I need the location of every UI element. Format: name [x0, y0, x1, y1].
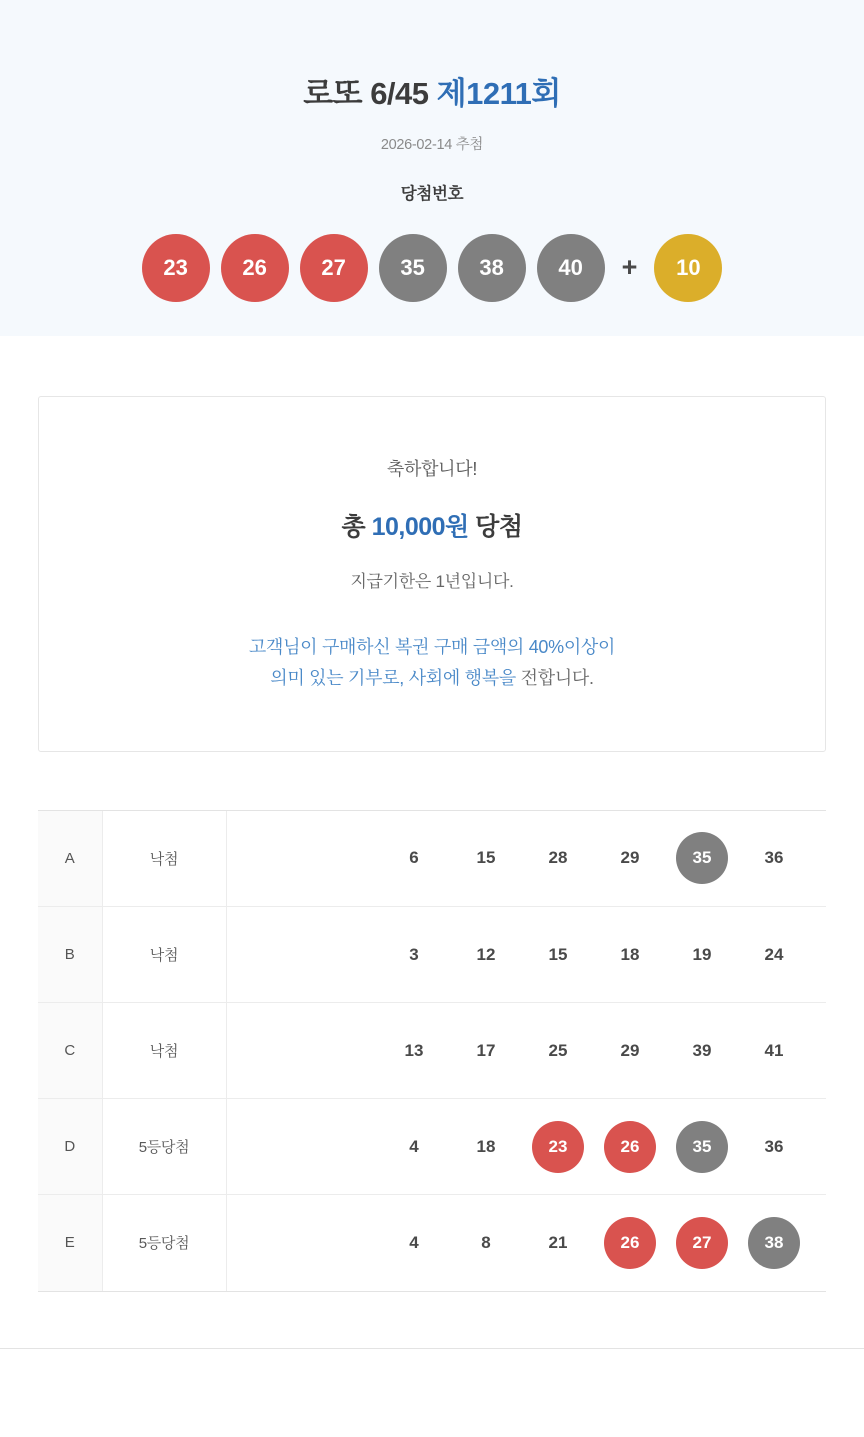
donation-line-2-tail: 전합니다. [520, 668, 594, 689]
ticket-number: 24 [764, 944, 784, 964]
ticket-letter: D [38, 1099, 102, 1195]
ticket-status: 5등당첨 [102, 1195, 226, 1291]
prize-message-card [38, 396, 826, 752]
total-prize-prefix: 총 [341, 512, 372, 541]
ticket-number: 19 [692, 944, 712, 964]
ticket-numbers [226, 1195, 826, 1291]
ticket-letter: E [38, 1195, 102, 1291]
ticket-number: 18 [620, 944, 640, 964]
ticket-number: 8 [481, 1232, 491, 1252]
table-row [38, 907, 826, 1003]
bottom-divider [0, 1348, 864, 1349]
ticket-letter: A [38, 811, 102, 907]
ticket-number-matched: 35 [676, 1121, 728, 1173]
ticket-letter: C [38, 1003, 102, 1099]
ticket-number: 18 [476, 1136, 496, 1156]
ticket-number: 4 [409, 1136, 419, 1156]
total-prize-suffix: 당첨 [468, 512, 523, 541]
ticket-status: 5등당첨 [102, 1099, 226, 1195]
ticket-number: 15 [476, 848, 496, 868]
ticket-status: 낙첨 [102, 1003, 226, 1099]
winning-ball-4: 35 [379, 234, 447, 302]
page-title [0, 75, 864, 112]
ticket-number: 6 [409, 848, 419, 868]
ticket-status: 낙첨 [102, 811, 226, 907]
donation-line-2-head: 의미 있는 기부로, 사회에 행복을 [270, 668, 521, 689]
ticket-number: 21 [548, 1232, 568, 1252]
ticket-number: 36 [764, 848, 784, 868]
ticket-number: 25 [548, 1040, 568, 1060]
table-row [38, 1003, 826, 1099]
ticket-number: 4 [409, 1232, 419, 1252]
table-row [38, 1195, 826, 1291]
lotto-round-number: 제1211회 [436, 75, 561, 111]
ticket-number: 36 [764, 1136, 784, 1156]
ticket-numbers [226, 811, 826, 907]
ticket-number: 12 [476, 944, 496, 964]
ticket-number: 15 [548, 944, 568, 964]
congratulations-text: 축하합니다! [386, 458, 478, 479]
ticket-letter: B [38, 907, 102, 1003]
donation-notice [69, 632, 795, 695]
ticket-number: 29 [620, 848, 640, 868]
donation-line-1: 고객님이 구매하신 복권 구매 금액의 40%이상이 [248, 636, 616, 657]
bonus-ball: 10 [654, 234, 722, 302]
ticket-number: 17 [476, 1040, 496, 1060]
ticket-number: 28 [548, 848, 568, 868]
donation-line-2 [69, 663, 795, 695]
ticket-results-table [38, 811, 826, 1291]
ticket-number-matched: 38 [748, 1217, 800, 1269]
ticket-number: 29 [620, 1040, 640, 1060]
ticket-status: 낙첨 [102, 907, 226, 1003]
ticket-results-table-wrapper [38, 810, 826, 1292]
total-prize-amount: 10,000원 [371, 512, 469, 541]
plus-icon: + [621, 252, 638, 283]
ticket-number: 3 [409, 944, 419, 964]
ticket-number-matched: 26 [604, 1121, 656, 1173]
winning-number-balls [0, 234, 864, 302]
total-prize-text [69, 507, 795, 543]
ticket-number-matched: 27 [676, 1217, 728, 1269]
ticket-number: 13 [404, 1040, 424, 1060]
ticket-number: 41 [764, 1040, 784, 1060]
ticket-number-matched: 26 [604, 1217, 656, 1269]
winning-numbers-label: 당첨번호 [400, 184, 464, 203]
ticket-numbers [226, 1099, 826, 1195]
ticket-numbers [226, 907, 826, 1003]
winning-ball-3: 27 [300, 234, 368, 302]
winning-ball-1: 23 [142, 234, 210, 302]
payout-deadline-text: 지급기한은 1년입니다. [350, 571, 514, 591]
ticket-number-matched: 35 [676, 832, 728, 884]
winning-ball-5: 38 [458, 234, 526, 302]
winning-ball-2: 26 [221, 234, 289, 302]
draw-date: 2026-02-14 추첨 [380, 136, 484, 153]
table-row [38, 811, 826, 907]
lotto-result-panel [0, 0, 864, 336]
winning-ball-6: 40 [537, 234, 605, 302]
ticket-numbers [226, 1003, 826, 1099]
ticket-number: 39 [692, 1040, 712, 1060]
lotto-game-name: 로또 6/45 [303, 75, 429, 111]
table-row [38, 1099, 826, 1195]
ticket-number-matched: 23 [532, 1121, 584, 1173]
